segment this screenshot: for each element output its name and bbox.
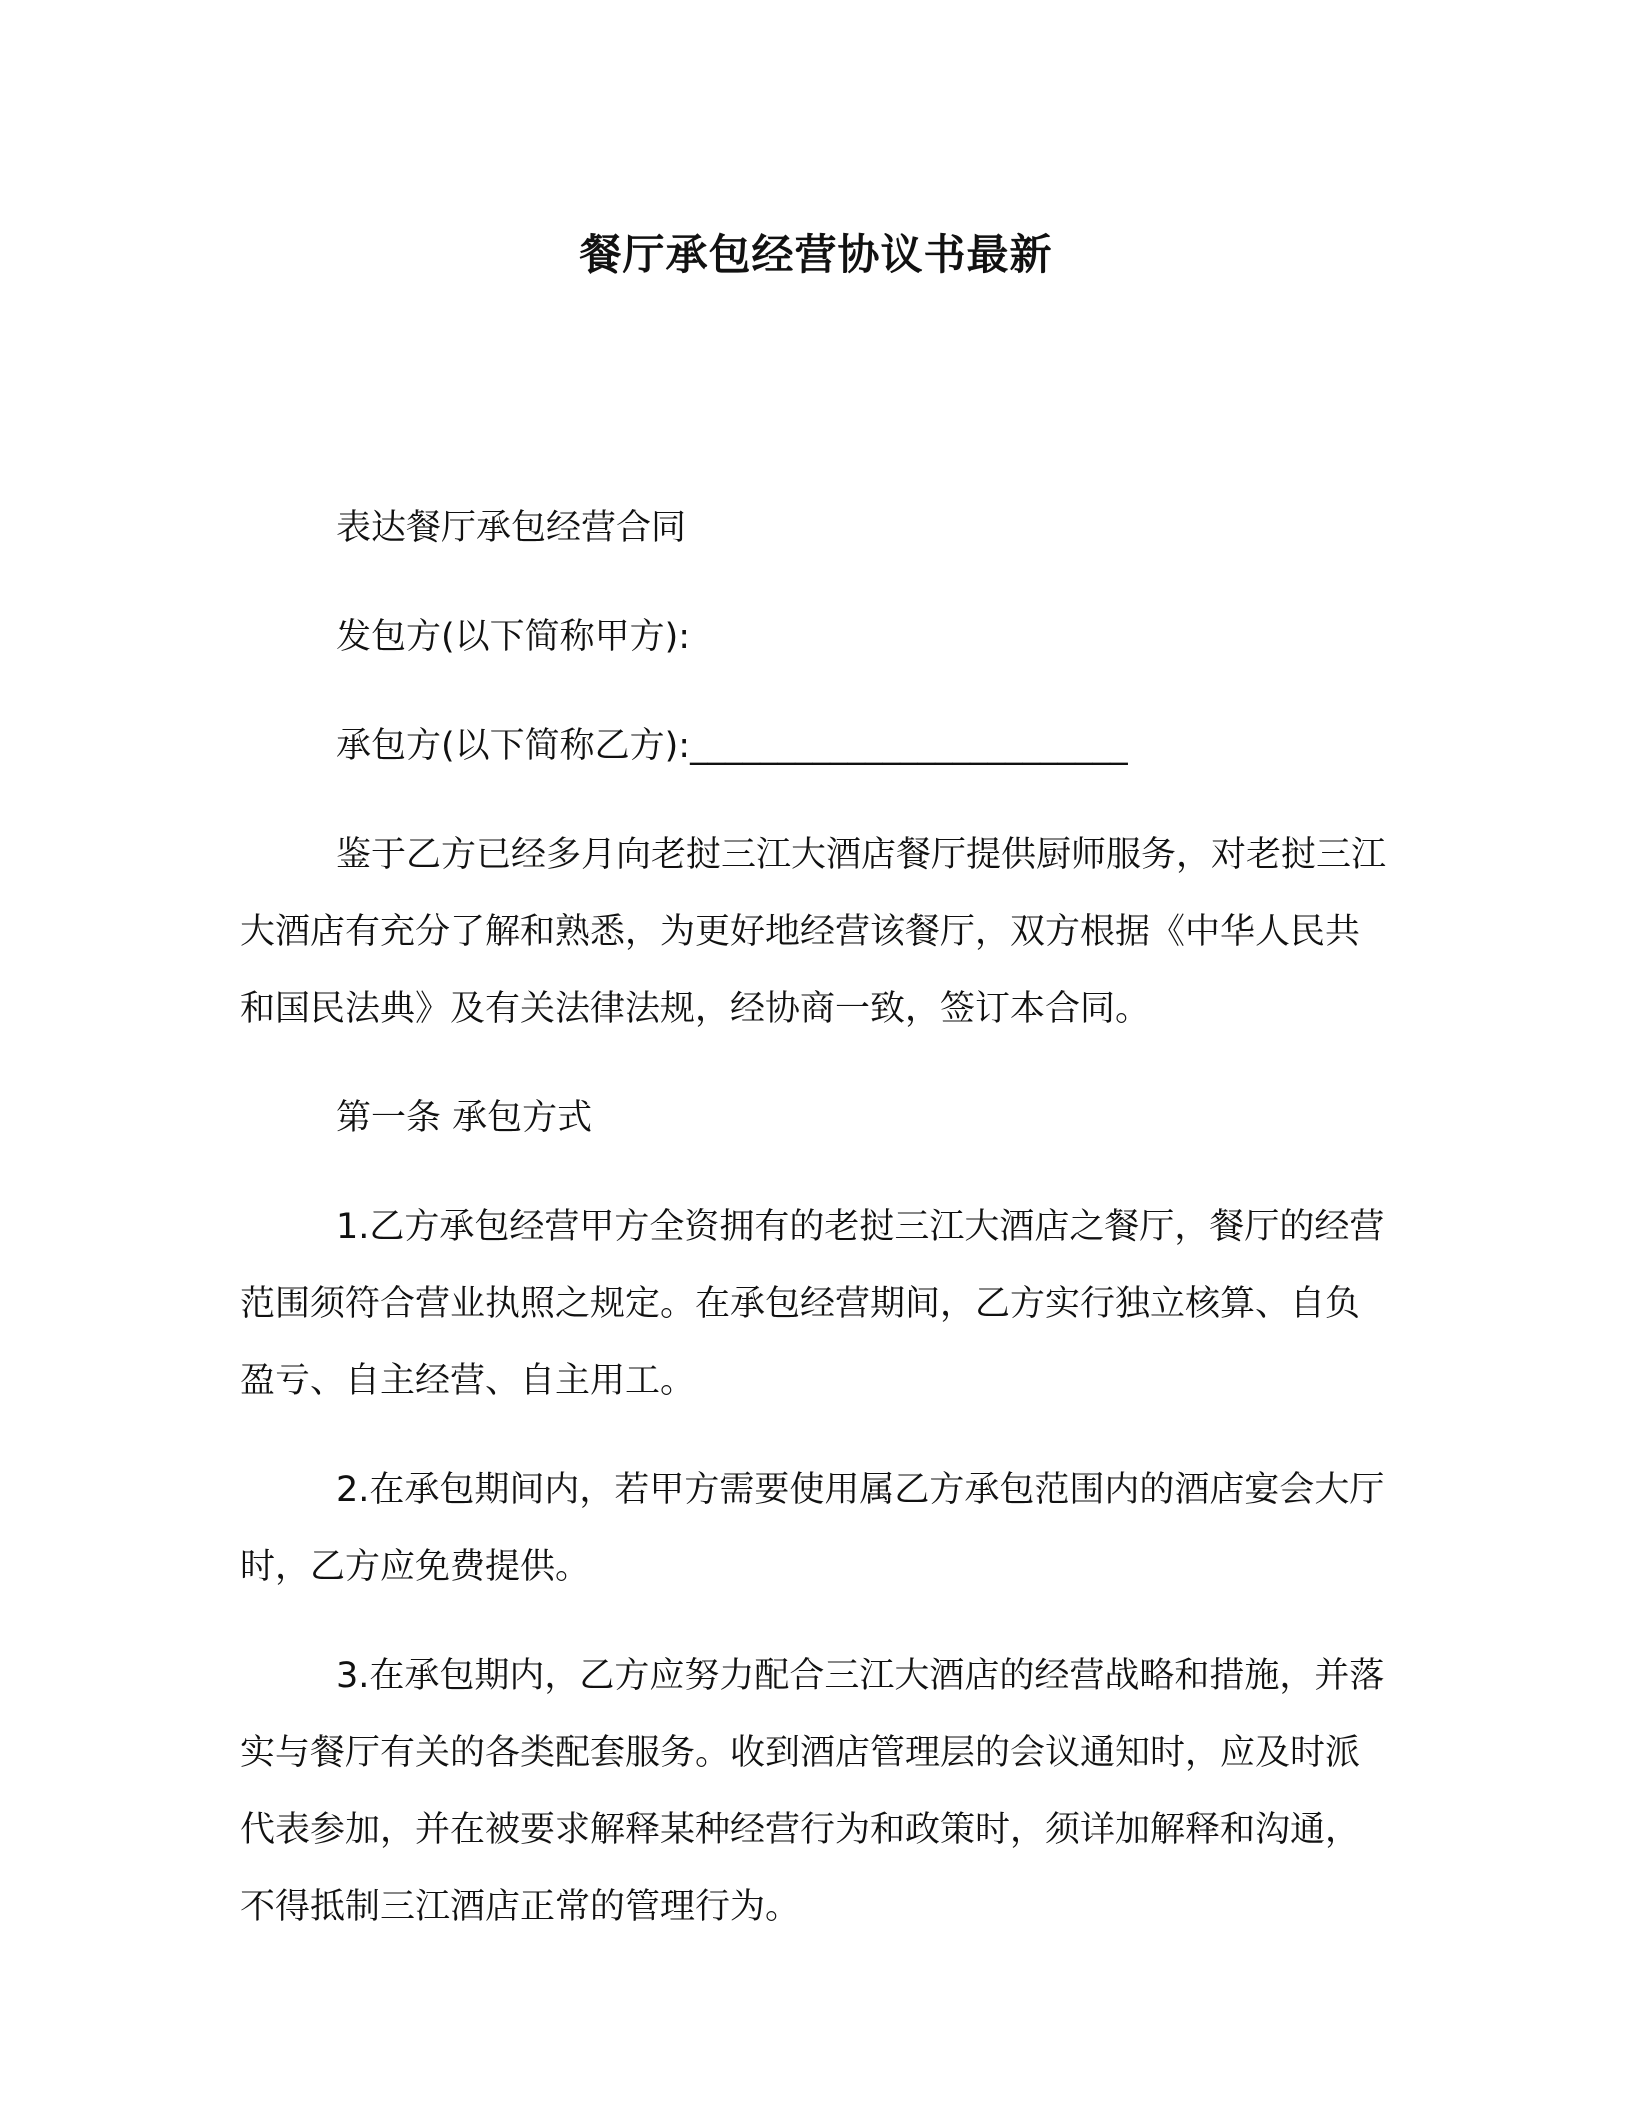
article-1-clause-2: 2.在承包期间内，若甲方需要使用属乙方承包范围内的酒店宴会大厅时，乙方应免费提供。	[240, 1470, 1385, 1587]
paragraph-preamble: 鉴于乙方已经多月向老挝三江大酒店餐厅提供厨师服务，对老挝三江大酒店有充分了解和熟悉，为更好地经营该餐厅，双方根据《中华人民共和国民法典》及有关法律法规，经协商一致，签订本合同。	[240, 835, 1387, 1029]
document-title: 餐厅承包经营协议书最新	[579, 230, 1053, 279]
document-body	[240, 490, 1390, 1946]
paragraph-contract-subtitle: 表达餐厅承包经营合同	[336, 508, 687, 548]
article-1-clause-1: 1.乙方承包经营甲方全资拥有的老挝三江大酒店之餐厅，餐厅的经营范围须符合营业执照之规定。在承包经营期间，乙方实行独立核算、自负盈亏、自主经营、自主用工。	[240, 1207, 1385, 1401]
article-1-clause-3: 3.在承包期内，乙方应努力配合三江大酒店的经营战略和措施，并落实与餐厅有关的各类配套服务。收到酒店管理层的会议通知时，应及时派代表参加，并在被要求解释某种经营行为和政策时，须详加解释和沟通，不得抵制三江酒店正常的管理行为。	[240, 1656, 1385, 1927]
paragraph-party-b: 承包方(以下简称乙方):_________________________	[336, 726, 1128, 766]
paragraph-party-a: 发包方(以下简称甲方):	[336, 617, 691, 657]
article-1-heading: 第一条 承包方式	[336, 1098, 593, 1138]
